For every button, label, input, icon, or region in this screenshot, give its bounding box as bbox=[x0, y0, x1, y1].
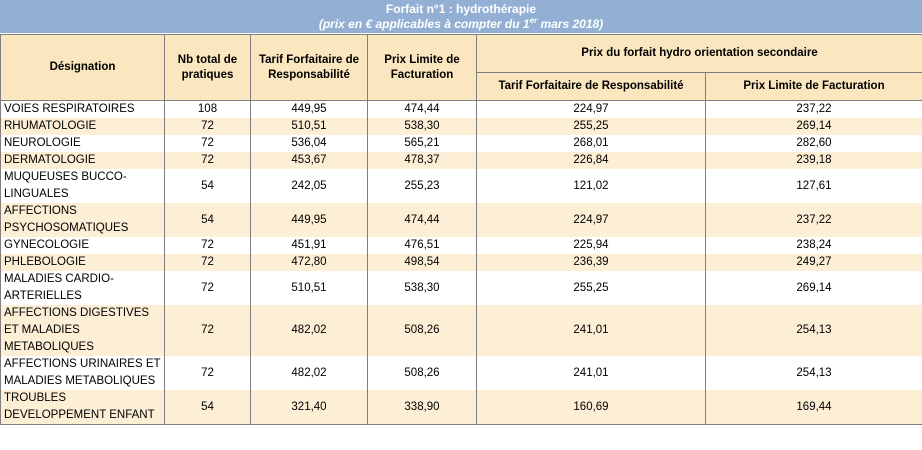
nb-cell: 72 bbox=[165, 118, 251, 135]
secondary-tarif-cell: 255,25 bbox=[477, 118, 706, 135]
title-band bbox=[0, 0, 922, 33]
secondary-tarif-cell: 225,94 bbox=[477, 237, 706, 254]
table-row bbox=[1, 101, 922, 119]
prix-cell: 538,30 bbox=[368, 118, 477, 135]
designation-cell: AFFECTIONS DIGESTIVES ET MALADIES METABOLIQUES bbox=[1, 305, 165, 356]
secondary-tarif-cell: 121,02 bbox=[477, 169, 706, 203]
tarif-cell: 321,40 bbox=[251, 390, 368, 425]
tarif-cell: 536,04 bbox=[251, 135, 368, 152]
subtitle-end: mars 2018) bbox=[537, 17, 604, 31]
table-row bbox=[1, 271, 922, 305]
nb-cell: 72 bbox=[165, 356, 251, 390]
secondary-prix-cell: 239,18 bbox=[706, 152, 922, 169]
nb-cell: 72 bbox=[165, 254, 251, 271]
header-group-secondary: Prix du forfait hydro orientation secondaire bbox=[477, 35, 922, 73]
table-row bbox=[1, 254, 922, 271]
header-designation: Désignation bbox=[1, 35, 165, 101]
secondary-tarif-cell: 241,01 bbox=[477, 356, 706, 390]
nb-cell: 108 bbox=[165, 101, 251, 119]
tarif-cell: 242,05 bbox=[251, 169, 368, 203]
table-row bbox=[1, 203, 922, 237]
prix-cell: 508,26 bbox=[368, 305, 477, 356]
designation-cell: PHLEBOLOGIE bbox=[1, 254, 165, 271]
nb-cell: 72 bbox=[165, 305, 251, 356]
tarif-cell: 510,51 bbox=[251, 118, 368, 135]
table-row bbox=[1, 356, 922, 390]
tarif-cell: 510,51 bbox=[251, 271, 368, 305]
secondary-tarif-cell: 236,39 bbox=[477, 254, 706, 271]
nb-cell: 54 bbox=[165, 203, 251, 237]
table-row bbox=[1, 152, 922, 169]
secondary-tarif-cell: 255,25 bbox=[477, 271, 706, 305]
designation-cell: VOIES RESPIRATOIRES bbox=[1, 101, 165, 119]
secondary-tarif-cell: 160,69 bbox=[477, 390, 706, 425]
subtitle-main: (prix en € applicables à compter du 1 bbox=[318, 17, 530, 31]
secondary-prix-cell: 269,14 bbox=[706, 118, 922, 135]
prix-cell: 255,23 bbox=[368, 169, 477, 203]
secondary-tarif-cell: 241,01 bbox=[477, 305, 706, 356]
header-prix-limite: Prix Limite de Facturation bbox=[368, 35, 477, 101]
header-sub-tarif: Tarif Forfaitaire de Responsabilité bbox=[477, 73, 706, 101]
designation-cell: RHUMATOLOGIE bbox=[1, 118, 165, 135]
subtitle-superscript: er bbox=[529, 16, 538, 25]
tarif-cell: 482,02 bbox=[251, 356, 368, 390]
tarif-cell: 451,91 bbox=[251, 237, 368, 254]
secondary-prix-cell: 254,13 bbox=[706, 356, 922, 390]
secondary-prix-cell: 127,61 bbox=[706, 169, 922, 203]
header-tarif: Tarif Forfaitaire de Responsabilité bbox=[251, 35, 368, 101]
tarif-cell: 482,02 bbox=[251, 305, 368, 356]
header-sub-prix: Prix Limite de Facturation bbox=[706, 73, 922, 101]
nb-cell: 54 bbox=[165, 390, 251, 425]
secondary-prix-cell: 237,22 bbox=[706, 203, 922, 237]
designation-cell: NEUROLOGIE bbox=[1, 135, 165, 152]
prix-cell: 338,90 bbox=[368, 390, 477, 425]
secondary-tarif-cell: 226,84 bbox=[477, 152, 706, 169]
designation-cell: AFFECTIONS URINAIRES ET MALADIES METABOLIQUES bbox=[1, 356, 165, 390]
secondary-prix-cell: 237,22 bbox=[706, 101, 922, 119]
prix-cell: 474,44 bbox=[368, 203, 477, 237]
prix-cell: 474,44 bbox=[368, 101, 477, 119]
prix-cell: 538,30 bbox=[368, 271, 477, 305]
secondary-tarif-cell: 224,97 bbox=[477, 203, 706, 237]
designation-cell: DERMATOLOGIE bbox=[1, 152, 165, 169]
secondary-prix-cell: 269,14 bbox=[706, 271, 922, 305]
table-row bbox=[1, 390, 922, 425]
nb-cell: 54 bbox=[165, 169, 251, 203]
table-row bbox=[1, 305, 922, 356]
tarif-cell: 449,95 bbox=[251, 203, 368, 237]
table-title: Forfait n°1 : hydrothérapie bbox=[385, 2, 537, 16]
nb-cell: 72 bbox=[165, 271, 251, 305]
table-row bbox=[1, 135, 922, 152]
secondary-tarif-cell: 268,01 bbox=[477, 135, 706, 152]
header-nb-total: Nb total de pratiques bbox=[165, 35, 251, 101]
prix-cell: 565,21 bbox=[368, 135, 477, 152]
designation-cell: MALADIES CARDIO-ARTERIELLES bbox=[1, 271, 165, 305]
tarif-cell: 453,67 bbox=[251, 152, 368, 169]
secondary-prix-cell: 238,24 bbox=[706, 237, 922, 254]
secondary-tarif-cell: 224,97 bbox=[477, 101, 706, 119]
secondary-prix-cell: 169,44 bbox=[706, 390, 922, 425]
secondary-prix-cell: 249,27 bbox=[706, 254, 922, 271]
designation-cell: TROUBLES DEVELOPPEMENT ENFANT bbox=[1, 390, 165, 425]
designation-cell: MUQUEUSES BUCCO-LINGUALES bbox=[1, 169, 165, 203]
prix-cell: 478,37 bbox=[368, 152, 477, 169]
nb-cell: 72 bbox=[165, 237, 251, 254]
tariff-table bbox=[0, 34, 922, 425]
table-body bbox=[1, 101, 922, 425]
tarif-cell: 449,95 bbox=[251, 101, 368, 119]
secondary-prix-cell: 282,60 bbox=[706, 135, 922, 152]
table-row bbox=[1, 169, 922, 203]
table-subtitle bbox=[0, 17, 922, 31]
nb-cell: 72 bbox=[165, 135, 251, 152]
prix-cell: 476,51 bbox=[368, 237, 477, 254]
secondary-prix-cell: 254,13 bbox=[706, 305, 922, 356]
prix-cell: 498,54 bbox=[368, 254, 477, 271]
table-row bbox=[1, 237, 922, 254]
nb-cell: 72 bbox=[165, 152, 251, 169]
designation-cell: GYNECOLOGIE bbox=[1, 237, 165, 254]
table-row bbox=[1, 118, 922, 135]
prix-cell: 508,26 bbox=[368, 356, 477, 390]
designation-cell: AFFECTIONS PSYCHOSOMATIQUES bbox=[1, 203, 165, 237]
tarif-cell: 472,80 bbox=[251, 254, 368, 271]
